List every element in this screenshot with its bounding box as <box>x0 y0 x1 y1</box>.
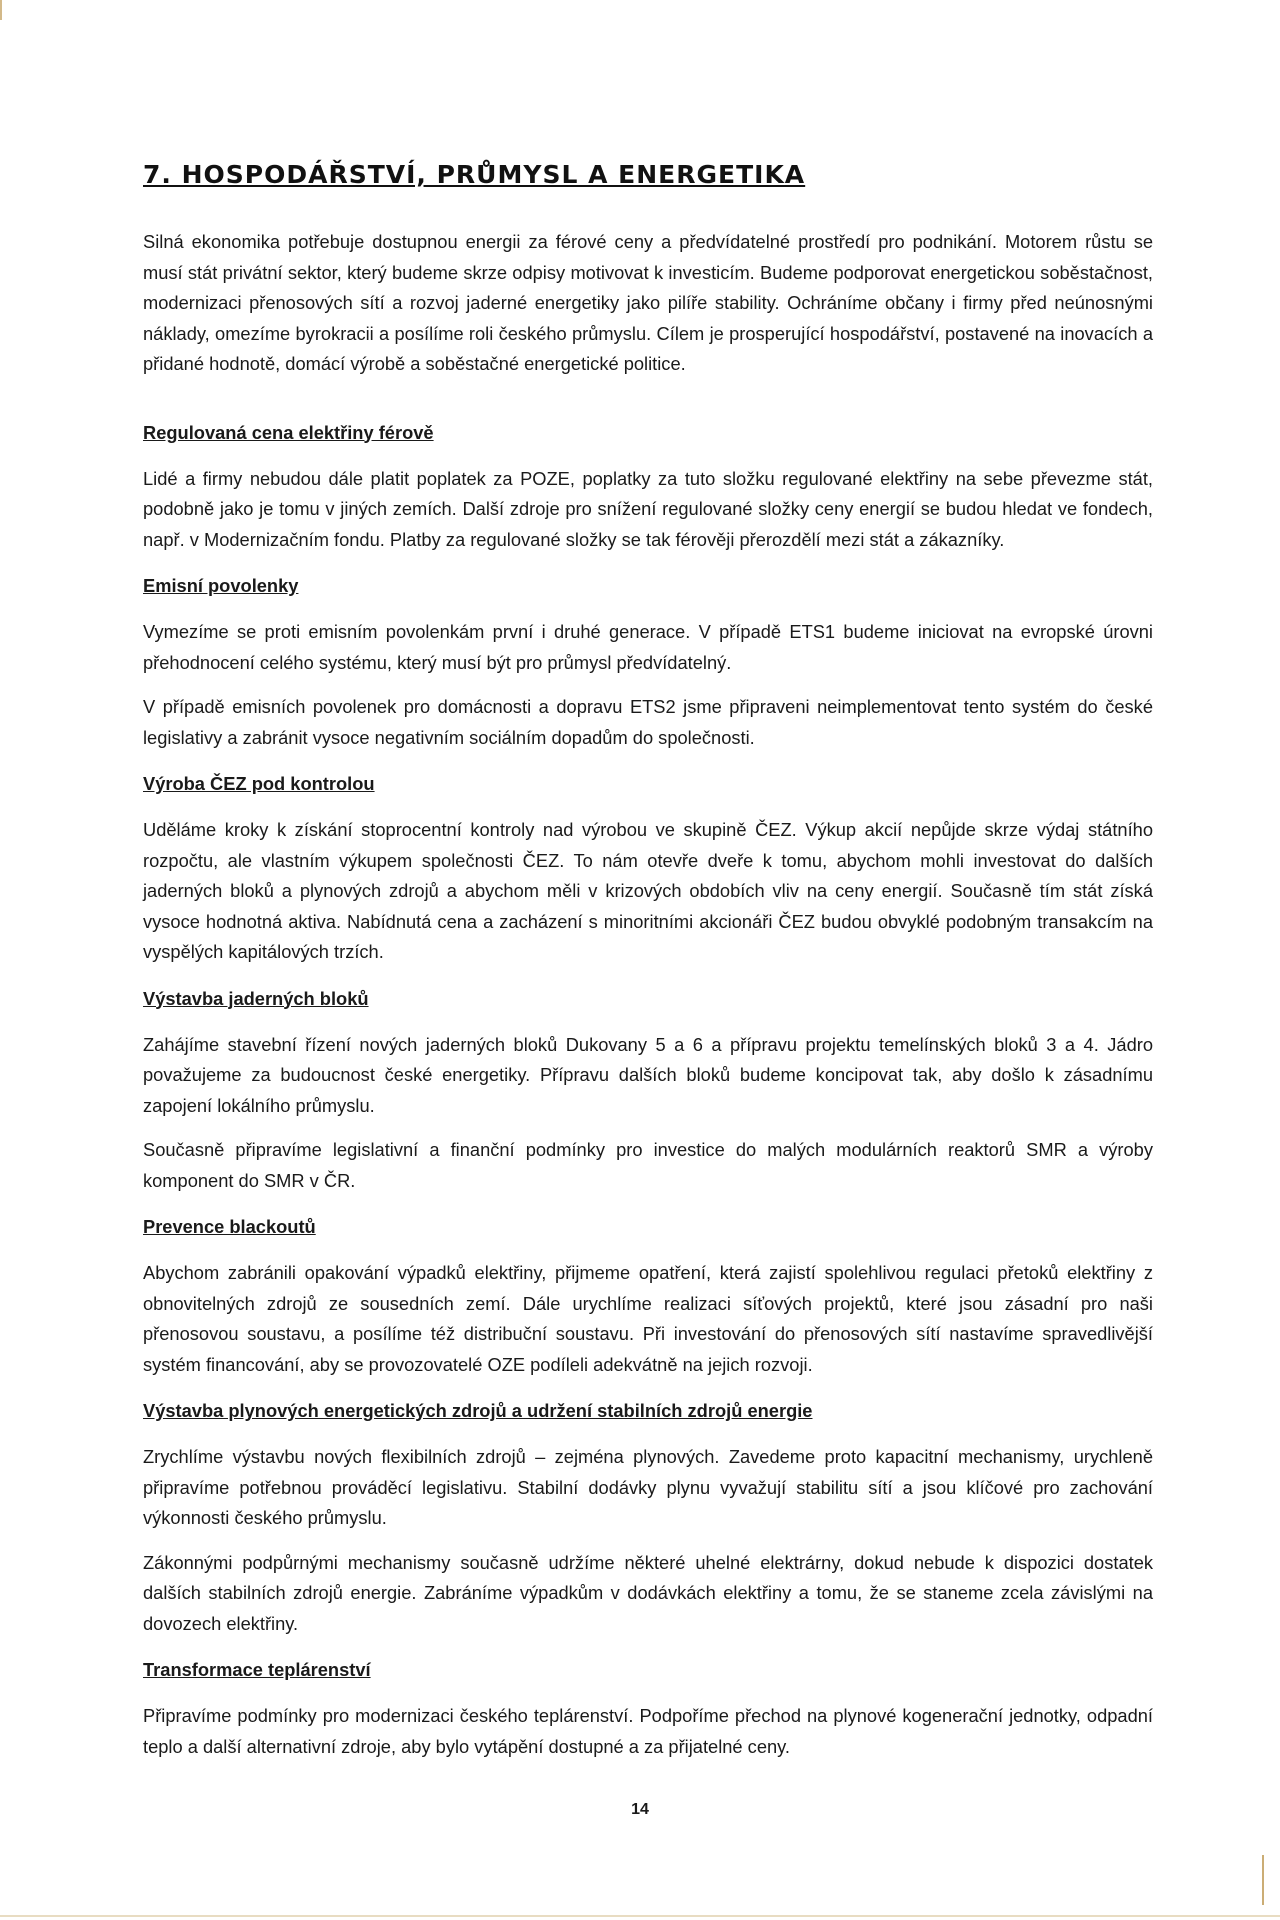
section-paragraph: Zrychlíme výstavbu nových flexibilních zdrojů – zejména plynových. Zavedeme proto kapacitní mechanismy, urychleně připravíme potřebnou prováděcí legislativu. Stabilní dodávky plynu vyvažují stabilitu sítí a jsou klíčové pro zachování výkonnosti českého průmyslu. <box>143 1446 1153 1528</box>
section-paragraph: Lidé a firmy nebudou dále platit poplatek za POZE, poplatky za tuto složku regulované elektřiny na sebe převezme stát, podobně jako je tomu v jiných zemích. Další zdroje pro snížení regulované složky ceny energií se budou hledat ve fondech, např. v Modernizačním fondu. Platby za regulované složky se tak férověji přerozdělí mezi stát a zákazníky. <box>143 467 1153 550</box>
intro-paragraph: Silná ekonomika potřebuje dostupnou energii za férové ceny a předvídatelné prostředí pro podnikání. Motorem růstu se musí stát privátní sektor, který budeme skrze odpisy motivovat k investicím. Budeme podporovat energetickou soběstačnost, modernizaci přenosových sítí a rozvoj jaderné energetiky jako pilíře stability. Ochráníme občany i firmy před neúnosnými náklady, omezíme byrokracii a posílíme roli českého průmyslu. Cílem je prosperující hospodářství, postavené na inovacích a přidané hodnotě, domácí výrobě a soběstačné energetické politice. <box>143 231 1153 374</box>
section-paragraph: Zahájíme stavební řízení nových jaderných bloků Dukovany 5 a 6 a přípravu projektu temelínských bloků 3 a 4. Jádro považujeme za budoucnost české energetiky. Přípravu dalších bloků budeme koncipovat tak, aby došlo k zásadnímu zapojení lokálního průmyslu. <box>143 1033 1153 1116</box>
section-paragraph: Abychom zabránili opakování výpadků elektřiny, přijmeme opatření, která zajistí spolehlivou regulaci přetoků elektřiny z obnovitelných zdrojů ze sousedních zemí. Dále urychlíme realizaci síťových projektů, které jsou zásadní pro naši přenosovou soustavu, a posílíme též distribuční soustavu. Při investování do přenosových sítí nastavíme spravedlivější systém financování, aby se provozovatelé OZE podíleli adekvátně na jejich rozvoji. <box>143 1262 1153 1375</box>
section-title-nuclear-units: Výstavba jaderných bloků <box>143 987 369 1009</box>
scan-edge-line <box>1262 1855 1264 1905</box>
section-paragraph: Současně připravíme legislativní a finanční podmínky pro investice do malých modulárních reaktorů SMR a výroby komponent do SMR v ČR. <box>143 1139 1153 1191</box>
section-title-heating-transformation: Transformace teplárenství <box>143 1659 371 1680</box>
section-paragraph: V případě emisních povolenek pro domácnosti a dopravu ETS2 jsme připraveni neimplementovat tento systém do české legislativy a zabránit vysoce negativním sociálním dopadům do společnosti. <box>143 696 1153 748</box>
section-title-blackout-prevention: Prevence blackoutů <box>143 1216 316 1237</box>
scan-edge-mark <box>0 0 2 20</box>
section-paragraph: Uděláme kroky k získání stoprocentní kontroly nad výrobou ve skupině ČEZ. Výkup akcií nepůjde skrze výdaj státního rozpočtu, ale vlastním výkupem společnosti ČEZ. To nám otevře dveře k tomu, abychom mohli investovat do dalších jaderných bloků a plynových zdrojů a abychom měli v krizových obdobích vliv na ceny energií. Současně tím stát získá vysoce hodnotná aktiva. Nabídnutá cena a zacházení s minoritními akcionáři ČEZ budou obvyklé podobným transakcím na vyspělých kapitálových trzích. <box>143 819 1153 962</box>
page-number: 14 <box>631 1801 649 1818</box>
scan-bottom-edge <box>0 1915 1280 1917</box>
chapter-title: 7. HOSPODÁŘSTVÍ, PRŮMYSL A ENERGETIKA <box>143 160 806 189</box>
section-title-gas-sources: Výstavba plynových energetických zdrojů a udržení stabilních zdrojů energie <box>143 1400 813 1421</box>
section-title-emission-allowances: Emisní povolenky <box>143 575 299 596</box>
section-paragraph: Zákonnými podpůrnými mechanismy současně udržíme některé uhelné elektrárny, dokud nebude k dispozici dostatek dalších stabilních zdrojů energie. Zabráníme výpadkům v dodávkách elektřiny a tomu, že se staneme zcela závislými na dovozech elektřiny. <box>143 1551 1153 1634</box>
section-title-cez-control: Výroba ČEZ pod kontrolou <box>143 773 375 794</box>
section-title-regulated-price: Regulovaná cena elektřiny férově <box>143 421 434 443</box>
section-paragraph: Připravíme podmínky pro modernizaci českého teplárenství. Podpoříme přechod na plynové kogenerační jednotky, odpadní teplo a další alternativní zdroje, aby bylo vytápění dostupné a za přijatelné ceny. <box>143 1705 1153 1757</box>
page-content <box>143 160 1153 1776</box>
section-paragraph: Vymezíme se proti emisním povolenkám první i druhé generace. V případě ETS1 budeme iniciovat na evropské úrovni přehodnocení celého systému, který musí být pro průmysl předvídatelný. <box>143 621 1153 673</box>
